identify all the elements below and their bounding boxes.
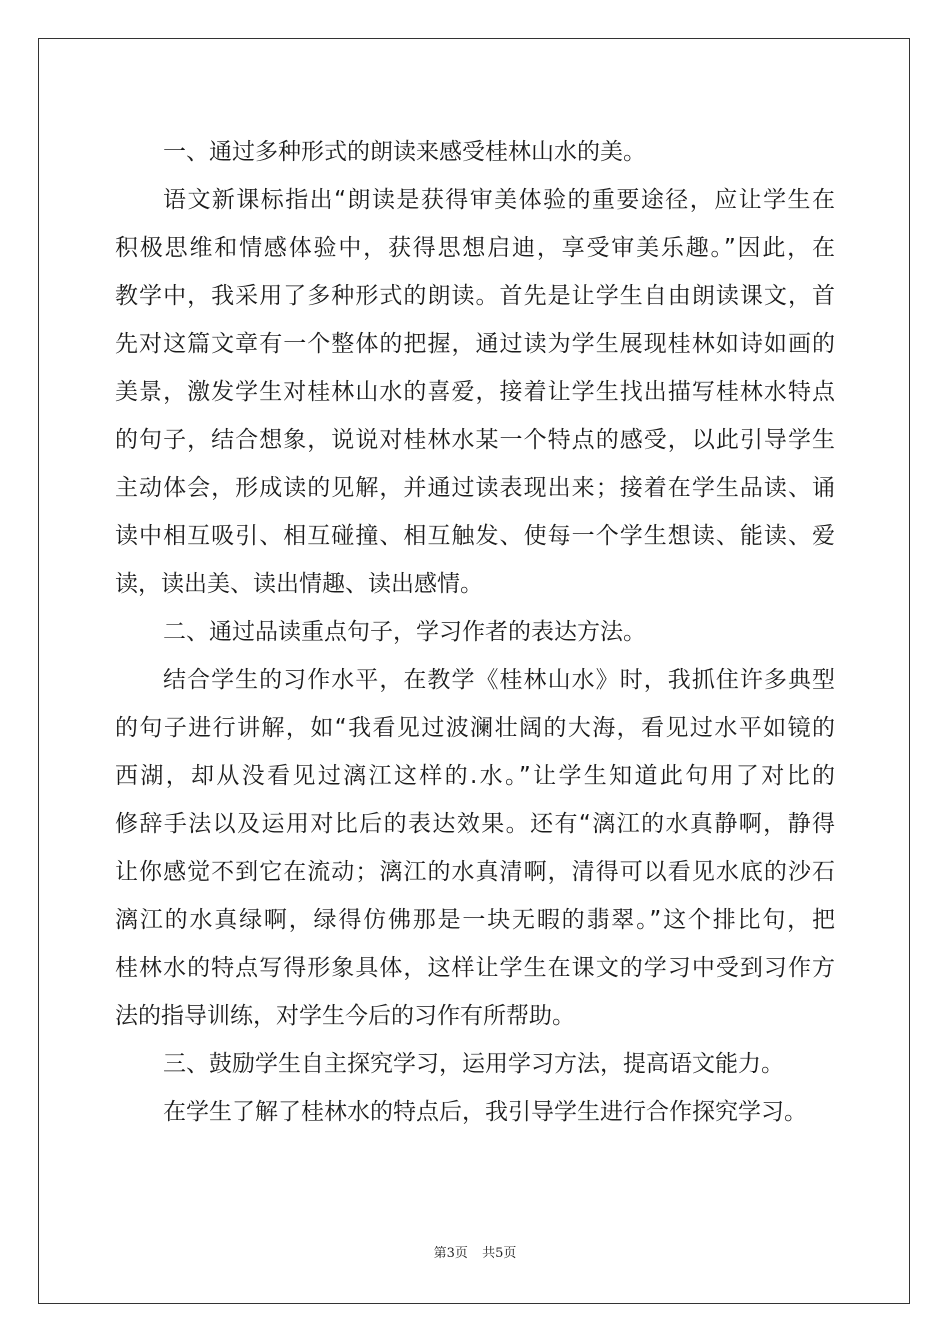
- heading-2: 二、通过品读重点句子，学习作者的表达方法。: [163, 619, 646, 645]
- paragraph-line: 先对这篇文章有一个整体的把握，通过读为学生展现桂林如诗如画的: [115, 331, 835, 357]
- paragraph-line: 美景，激发学生对桂林山水的喜爱，接着让学生找出描写桂林水特点: [115, 379, 835, 405]
- page-total: 共5页: [482, 1246, 517, 1261]
- paragraph-line: 语文新课标指出“朗读是获得审美体验的重要途径，应让学生在: [163, 187, 835, 213]
- paragraph-line: 西湖，却从没看见过漓江这样的.水。”让学生知道此句用了对比的: [115, 763, 835, 789]
- paragraph-line: 读中相互吸引、相互碰撞、相互触发、使每一个学生想读、能读、爱: [115, 523, 835, 549]
- paragraph-line: 结合学生的习作水平，在教学《桂林山水》时，我抓住许多典型: [163, 667, 835, 693]
- paragraph-line: 主动体会，形成读的见解，并通过读表现出来；接着在学生品读、诵: [115, 475, 835, 501]
- page-number: 第3页: [433, 1246, 468, 1261]
- paragraph-line: 桂林水的特点写得形象具体，这样让学生在课文的学习中受到习作方: [115, 955, 835, 981]
- paragraph-line: 漓江的水真绿啊，绿得仿佛那是一块无暇的翡翠。”这个排比句，把: [115, 907, 835, 933]
- paragraph-line: 的句子进行讲解，如“我看见过波澜壮阔的大海，看见过水平如镜的: [115, 715, 835, 741]
- paragraph-line: 的句子，结合想象，说说对桂林水某一个特点的感受，以此引导学生: [115, 427, 835, 453]
- heading-3: 三、鼓励学生自主探究学习，运用学习方法，提高语文能力。: [163, 1051, 784, 1077]
- paragraph-line: 读，读出美、读出情趣、读出感情。: [115, 571, 483, 597]
- paragraph-line: 教学中，我采用了多种形式的朗读。首先是让学生自由朗读课文，首: [115, 283, 835, 309]
- document-body: [115, 128, 835, 1136]
- paragraph-line: 法的指导训练，对学生今后的习作有所帮助。: [115, 1003, 575, 1029]
- paragraph-line: 让你感觉不到它在流动；漓江的水真清啊，清得可以看见水底的沙石: [115, 859, 835, 885]
- paragraph-line: 在学生了解了桂林水的特点后，我引导学生进行合作探究学习。: [163, 1099, 807, 1125]
- paragraph-line: 修辞手法以及运用对比后的表达效果。还有“漓江的水真静啊，静得: [115, 811, 835, 837]
- heading-1: 一、通过多种形式的朗读来感受桂林山水的美。: [163, 139, 646, 165]
- paragraph-line: 积极思维和情感体验中，获得思想启迪，享受审美乐趣。”因此，在: [115, 235, 835, 261]
- page-footer: [0, 1242, 950, 1261]
